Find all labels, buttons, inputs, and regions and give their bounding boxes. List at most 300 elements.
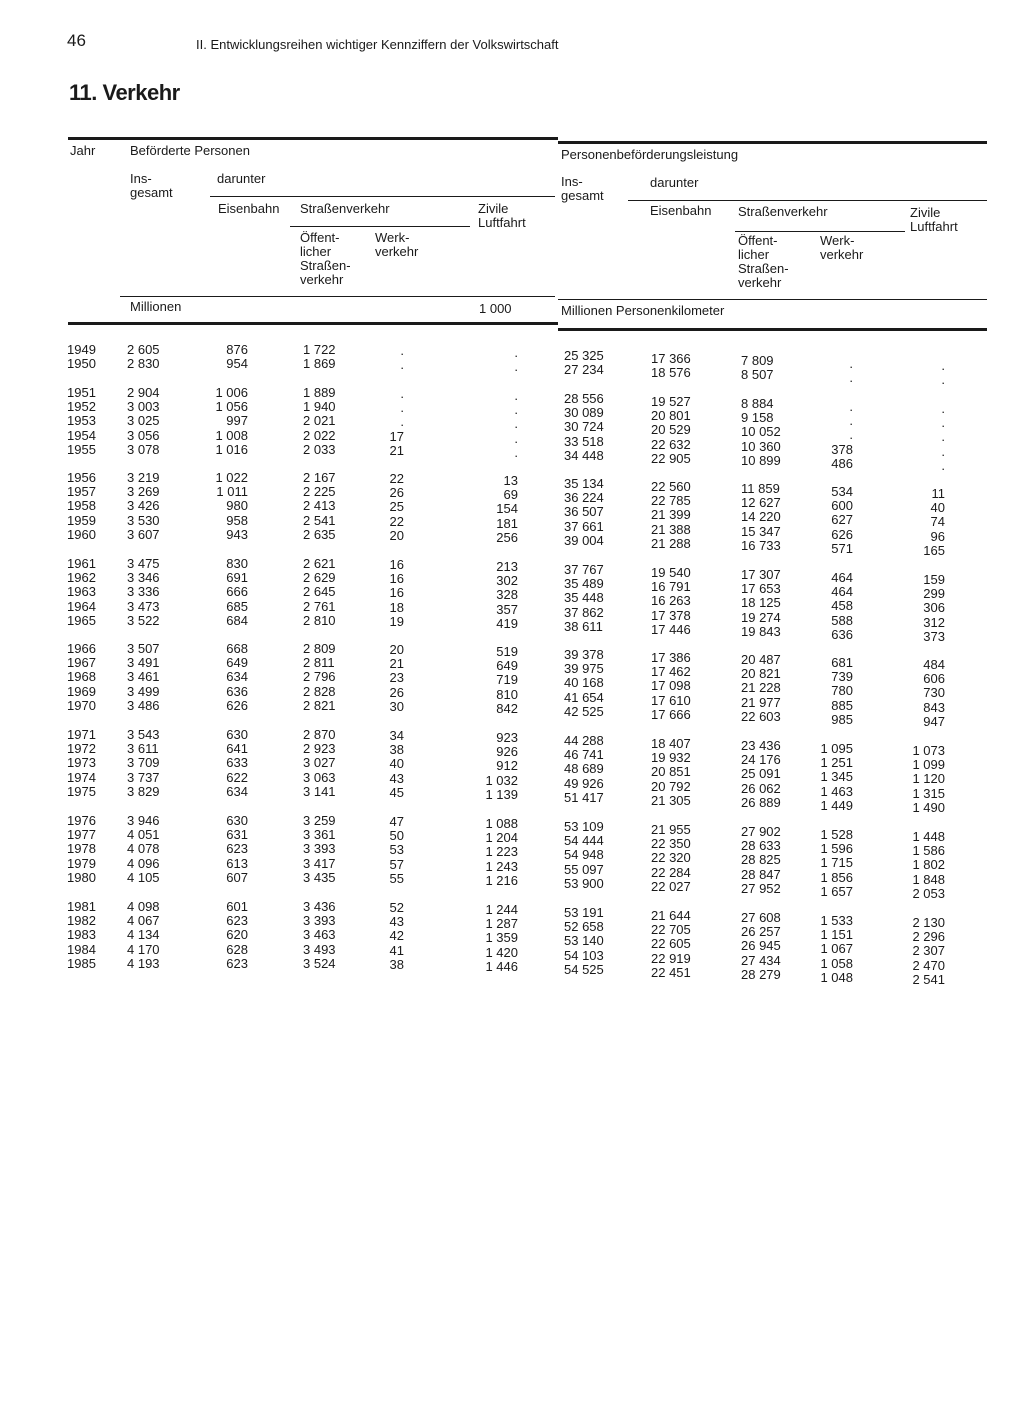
cell-jahr: 1952 xyxy=(67,399,96,415)
cell-jahr: 1984 xyxy=(67,941,96,957)
cell-befoerderte-werkverkehr: 17 xyxy=(389,428,404,444)
cell-befoerderte-oeffentlich: 2 621 xyxy=(303,556,336,571)
cell-befoerderte-insgesamt: 3 426 xyxy=(127,498,160,514)
cell-pkm-werkverkehr: 1 596 xyxy=(820,841,853,857)
cell-pkm-eisenbahn: 21 955 xyxy=(651,822,691,837)
cell-pkm-oeffentlich: 28 633 xyxy=(741,838,781,854)
cell-pkm-luftfahrt: 373 xyxy=(923,628,945,644)
cell-befoerderte-eisenbahn: 622 xyxy=(226,769,248,785)
cell-befoerderte-oeffentlich: 2 033 xyxy=(303,441,336,457)
cell-jahr: 1971 xyxy=(67,727,96,742)
cell-befoerderte-insgesamt: 3 607 xyxy=(127,526,160,542)
col-header-darunter-pkm: darunter xyxy=(650,175,699,190)
cell-befoerderte-insgesamt: 3 829 xyxy=(127,783,160,799)
cell-befoerderte-oeffentlich: 2 635 xyxy=(303,526,336,542)
col-header-zivile-luftfahrt: Zivile Luftfahrt xyxy=(478,201,526,230)
cell-pkm-luftfahrt: 843 xyxy=(923,699,945,715)
cell-befoerderte-luftfahrt: 912 xyxy=(496,758,518,774)
cell-befoerderte-insgesamt: 3 611 xyxy=(127,741,159,757)
cell-jahr: 1949 xyxy=(67,342,96,357)
cell-pkm-insgesamt: 44 288 xyxy=(564,733,604,748)
cell-befoerderte-luftfahrt: 1 223 xyxy=(485,844,518,860)
cell-befoerderte-insgesamt: 4 067 xyxy=(127,913,160,929)
cell-pkm-oeffentlich: 21 977 xyxy=(741,694,781,710)
col-header-strassenverkehr: Straßenverkehr xyxy=(300,201,390,216)
cell-befoerderte-oeffentlich: 1 940 xyxy=(303,399,336,415)
cell-jahr: 1979 xyxy=(67,855,96,871)
cell-befoerderte-insgesamt: 3 025 xyxy=(127,413,160,429)
cell-befoerderte-insgesamt: 3 709 xyxy=(127,755,160,771)
cell-jahr: 1985 xyxy=(67,955,96,971)
cell-befoerderte-eisenbahn: 641 xyxy=(226,741,248,757)
cell-befoerderte-eisenbahn: 876 xyxy=(226,342,248,357)
cell-befoerderte-insgesamt: 4 134 xyxy=(127,927,160,943)
cell-pkm-insgesamt: 25 325 xyxy=(564,348,604,363)
cell-pkm-oeffentlich: 27 434 xyxy=(741,952,781,968)
cell-pkm-eisenbahn: 22 632 xyxy=(651,436,691,452)
cell-befoerderte-oeffentlich: 2 167 xyxy=(303,470,336,485)
page-number: 46 xyxy=(67,31,86,50)
cell-pkm-insgesamt: 30 089 xyxy=(564,405,604,421)
cell-befoerderte-eisenbahn: 1 006 xyxy=(215,385,248,400)
cell-pkm-werkverkehr: 1 533 xyxy=(820,913,853,928)
cell-befoerderte-eisenbahn: 668 xyxy=(226,641,248,656)
cell-befoerderte-oeffentlich: 2 761 xyxy=(303,598,336,614)
cell-befoerderte-eisenbahn: 1 016 xyxy=(215,441,248,457)
cell-pkm-luftfahrt: 947 xyxy=(923,713,945,729)
cell-befoerderte-werkverkehr: 20 xyxy=(389,527,404,543)
cell-befoerderte-insgesamt: 3 336 xyxy=(127,584,160,600)
cell-befoerderte-werkverkehr: 16 xyxy=(389,585,404,601)
cell-pkm-insgesamt: 37 862 xyxy=(564,604,604,620)
cell-pkm-insgesamt: 36 507 xyxy=(564,504,604,520)
cell-pkm-luftfahrt: 1 315 xyxy=(912,785,945,801)
cell-befoerderte-oeffentlich: 2 022 xyxy=(303,427,336,443)
cell-pkm-eisenbahn: 21 399 xyxy=(651,507,691,523)
cell-befoerderte-werkverkehr: 30 xyxy=(389,698,404,714)
cell-pkm-oeffentlich: 28 279 xyxy=(741,966,781,982)
cell-pkm-luftfahrt: 2 307 xyxy=(912,943,945,959)
cell-pkm-eisenbahn: 18 576 xyxy=(651,365,691,381)
cell-pkm-eisenbahn: 16 791 xyxy=(651,579,691,595)
cell-pkm-eisenbahn: 21 305 xyxy=(651,792,691,808)
cell-befoerderte-oeffentlich: 2 645 xyxy=(303,584,336,600)
cell-pkm-eisenbahn: 17 462 xyxy=(651,664,691,680)
cell-befoerderte-insgesamt: 3 269 xyxy=(127,484,160,500)
cell-befoerderte-luftfahrt: 328 xyxy=(496,587,518,603)
cell-pkm-eisenbahn: 17 386 xyxy=(651,650,691,665)
cell-jahr: 1963 xyxy=(67,584,96,600)
cell-pkm-luftfahrt: . xyxy=(941,358,945,373)
cell-pkm-insgesamt: 48 689 xyxy=(564,761,604,777)
cell-pkm-eisenbahn: 20 851 xyxy=(651,764,691,780)
cell-pkm-oeffentlich: 16 733 xyxy=(741,537,781,553)
cell-befoerderte-insgesamt: 4 051 xyxy=(127,827,160,843)
cell-befoerderte-luftfahrt: 842 xyxy=(496,700,518,716)
cell-befoerderte-eisenbahn: 685 xyxy=(226,598,248,614)
cell-befoerderte-oeffentlich: 2 810 xyxy=(303,612,336,628)
cell-jahr: 1983 xyxy=(67,927,96,943)
cell-befoerderte-werkverkehr: . xyxy=(400,343,404,358)
cell-befoerderte-insgesamt: 4 098 xyxy=(127,899,160,914)
cell-pkm-insgesamt: 27 234 xyxy=(564,362,604,378)
cell-befoerderte-luftfahrt: . xyxy=(514,402,518,418)
cell-befoerderte-eisenbahn: 684 xyxy=(226,612,248,628)
cell-jahr: 1970 xyxy=(67,697,96,713)
cell-pkm-eisenbahn: 20 529 xyxy=(651,422,691,438)
cell-befoerderte-eisenbahn: 613 xyxy=(226,855,248,871)
cell-jahr: 1950 xyxy=(67,356,96,372)
cell-pkm-werkverkehr: 458 xyxy=(831,598,853,614)
cell-pkm-luftfahrt: . xyxy=(941,457,945,473)
cell-pkm-insgesamt: 35 448 xyxy=(564,590,604,606)
cell-pkm-luftfahrt: 2 053 xyxy=(912,885,945,901)
cell-pkm-werkverkehr: 486 xyxy=(831,455,853,471)
cell-befoerderte-insgesamt: 3 507 xyxy=(127,641,160,656)
unit-millionen-personenkilometer: Millionen Personenkilometer xyxy=(561,303,725,318)
col-header-werkverkehr-pkm: Werk- verkehr xyxy=(820,233,864,262)
cell-jahr: 1981 xyxy=(67,899,96,914)
cell-pkm-insgesamt: 46 741 xyxy=(564,747,604,763)
cell-pkm-insgesamt: 41 654 xyxy=(564,689,604,705)
cell-pkm-oeffentlich: 26 889 xyxy=(741,794,781,810)
cell-pkm-werkverkehr: 1 463 xyxy=(820,783,853,799)
cell-befoerderte-insgesamt: 3 491 xyxy=(127,655,160,671)
cell-pkm-luftfahrt: 1 586 xyxy=(912,843,945,859)
cell-befoerderte-luftfahrt: 357 xyxy=(496,601,518,617)
cell-befoerderte-eisenbahn: 1 022 xyxy=(215,470,248,485)
cell-befoerderte-luftfahrt: 1 244 xyxy=(485,902,518,917)
cell-befoerderte-insgesamt: 3 530 xyxy=(127,512,160,528)
col-header-jahr: Jahr xyxy=(70,143,96,158)
cell-pkm-insgesamt: 36 224 xyxy=(564,490,604,506)
cell-befoerderte-werkverkehr: 47 xyxy=(389,814,404,829)
cell-pkm-werkverkehr: 985 xyxy=(831,711,853,727)
cell-befoerderte-eisenbahn: 1 008 xyxy=(215,427,248,443)
cell-pkm-eisenbahn: 21 644 xyxy=(651,908,691,923)
cell-befoerderte-luftfahrt: 649 xyxy=(496,658,518,674)
cell-pkm-insgesamt: 38 611 xyxy=(564,618,603,634)
cell-befoerderte-oeffentlich: 3 524 xyxy=(303,955,336,971)
cell-pkm-insgesamt: 40 168 xyxy=(564,675,604,691)
cell-befoerderte-oeffentlich: 3 361 xyxy=(303,827,336,843)
rule-left-sub xyxy=(210,196,555,197)
cell-pkm-eisenbahn: 18 407 xyxy=(651,736,691,751)
cell-befoerderte-luftfahrt: 1 359 xyxy=(485,930,518,946)
cell-befoerderte-eisenbahn: 607 xyxy=(226,869,248,885)
cell-befoerderte-oeffentlich: 2 413 xyxy=(303,498,336,514)
cell-pkm-insgesamt: 28 556 xyxy=(564,391,604,406)
cell-befoerderte-luftfahrt: 923 xyxy=(496,730,518,745)
cell-pkm-luftfahrt: . xyxy=(941,415,945,431)
cell-befoerderte-werkverkehr: 40 xyxy=(389,756,404,772)
cell-befoerderte-werkverkehr: 19 xyxy=(389,613,404,629)
cell-befoerderte-eisenbahn: 666 xyxy=(226,584,248,600)
cell-befoerderte-werkverkehr: 22 xyxy=(389,513,404,529)
cell-pkm-werkverkehr: 1 449 xyxy=(820,797,853,813)
cell-befoerderte-oeffentlich: 2 809 xyxy=(303,641,336,656)
section-title: 11. Verkehr xyxy=(69,80,180,105)
cell-pkm-werkverkehr: 681 xyxy=(831,655,853,670)
cell-befoerderte-werkverkehr: 18 xyxy=(389,599,404,615)
cell-befoerderte-werkverkehr: . xyxy=(400,386,404,401)
rule-unit-left xyxy=(120,296,555,297)
cell-jahr: 1980 xyxy=(67,869,96,885)
cell-pkm-oeffentlich: 18 125 xyxy=(741,595,781,611)
cell-pkm-insgesamt: 52 658 xyxy=(564,919,604,935)
cell-pkm-eisenbahn: 22 919 xyxy=(651,950,691,966)
cell-befoerderte-insgesamt: 3 003 xyxy=(127,399,160,415)
cell-befoerderte-oeffentlich: 3 417 xyxy=(303,855,336,871)
cell-befoerderte-oeffentlich: 2 021 xyxy=(303,413,336,429)
cell-befoerderte-eisenbahn: 691 xyxy=(226,570,248,586)
cell-pkm-werkverkehr: 636 xyxy=(831,626,853,642)
cell-befoerderte-oeffentlich: 1 889 xyxy=(303,385,336,400)
cell-befoerderte-luftfahrt: . xyxy=(514,430,518,446)
cell-pkm-oeffentlich: 26 257 xyxy=(741,924,781,940)
cell-pkm-oeffentlich: 10 899 xyxy=(741,452,781,468)
cell-pkm-insgesamt: 54 103 xyxy=(564,947,604,963)
cell-pkm-luftfahrt: 306 xyxy=(923,600,945,616)
cell-befoerderte-eisenbahn: 980 xyxy=(226,498,248,514)
cell-befoerderte-luftfahrt: 154 xyxy=(496,501,518,517)
cell-pkm-insgesamt: 54 948 xyxy=(564,847,604,863)
cell-pkm-oeffentlich: 17 653 xyxy=(741,581,781,597)
cell-befoerderte-eisenbahn: 628 xyxy=(226,941,248,957)
cell-befoerderte-werkverkehr: 26 xyxy=(389,485,404,501)
cell-pkm-werkverkehr: 739 xyxy=(831,669,853,685)
cell-befoerderte-oeffentlich: 3 436 xyxy=(303,899,336,914)
cell-pkm-oeffentlich: 12 627 xyxy=(741,495,781,511)
cell-befoerderte-werkverkehr: 23 xyxy=(389,670,404,686)
cell-pkm-werkverkehr: 1 095 xyxy=(820,741,853,756)
cell-pkm-luftfahrt: 1 120 xyxy=(912,771,945,787)
cell-jahr: 1960 xyxy=(67,526,96,542)
cell-pkm-luftfahrt: . xyxy=(941,401,945,416)
cell-befoerderte-luftfahrt: . xyxy=(514,359,518,375)
cell-pkm-eisenbahn: 22 605 xyxy=(651,936,691,952)
cell-pkm-eisenbahn: 16 263 xyxy=(651,593,691,609)
cell-befoerderte-eisenbahn: 601 xyxy=(226,899,248,914)
cell-pkm-insgesamt: 39 378 xyxy=(564,647,604,662)
cell-befoerderte-werkverkehr: 50 xyxy=(389,828,404,844)
cell-jahr: 1975 xyxy=(67,783,96,799)
cell-befoerderte-insgesamt: 3 461 xyxy=(127,669,160,685)
cell-befoerderte-luftfahrt: 1 243 xyxy=(485,858,518,874)
cell-pkm-werkverkehr: 1 048 xyxy=(820,969,853,985)
cell-befoerderte-werkverkehr: 52 xyxy=(389,900,404,915)
cell-befoerderte-werkverkehr: 25 xyxy=(389,499,404,515)
cell-befoerderte-oeffentlich: 2 541 xyxy=(303,512,336,528)
cell-befoerderte-oeffentlich: 2 923 xyxy=(303,741,336,757)
cell-befoerderte-oeffentlich: 2 828 xyxy=(303,683,336,699)
cell-jahr: 1957 xyxy=(67,484,96,500)
cell-jahr: 1951 xyxy=(67,385,96,400)
cell-befoerderte-eisenbahn: 958 xyxy=(226,512,248,528)
cell-pkm-werkverkehr: 780 xyxy=(831,683,853,699)
col-header-insgesamt-pkm: Ins- gesamt xyxy=(561,174,604,203)
cell-jahr: 1977 xyxy=(67,827,96,843)
group-header-befoerderte-personen: Beförderte Personen xyxy=(130,143,250,158)
cell-befoerderte-insgesamt: 3 737 xyxy=(127,769,160,785)
col-header-eisenbahn-pkm: Eisenbahn xyxy=(650,203,712,218)
cell-pkm-insgesamt: 51 417 xyxy=(564,789,604,805)
cell-befoerderte-werkverkehr: 26 xyxy=(389,684,404,700)
cell-pkm-luftfahrt: 299 xyxy=(923,586,945,602)
cell-pkm-oeffentlich: 10 360 xyxy=(741,438,781,454)
cell-pkm-luftfahrt: 1 099 xyxy=(912,757,945,773)
cell-befoerderte-insgesamt: 3 219 xyxy=(127,470,160,485)
cell-befoerderte-eisenbahn: 954 xyxy=(226,356,248,372)
cell-jahr: 1956 xyxy=(67,470,96,485)
cell-befoerderte-werkverkehr: 16 xyxy=(389,557,404,572)
cell-pkm-insgesamt: 53 191 xyxy=(564,905,604,920)
cell-pkm-luftfahrt: 2 296 xyxy=(912,929,945,945)
cell-befoerderte-insgesamt: 3 346 xyxy=(127,570,160,586)
cell-pkm-insgesamt: 35 489 xyxy=(564,576,604,592)
cell-jahr: 1972 xyxy=(67,741,96,757)
cell-pkm-eisenbahn: 17 446 xyxy=(651,621,691,637)
cell-pkm-luftfahrt: 1 073 xyxy=(912,743,945,758)
cell-jahr: 1953 xyxy=(67,413,96,429)
cell-jahr: 1973 xyxy=(67,755,96,771)
rule-right-sub xyxy=(628,200,987,201)
header-bottom-rule-left xyxy=(68,322,558,325)
cell-pkm-eisenbahn: 22 785 xyxy=(651,493,691,509)
cell-befoerderte-eisenbahn: 649 xyxy=(226,655,248,671)
cell-befoerderte-insgesamt: 3 486 xyxy=(127,697,160,713)
cell-pkm-eisenbahn: 22 350 xyxy=(651,836,691,852)
cell-jahr: 1982 xyxy=(67,913,96,929)
cell-pkm-insgesamt: 30 724 xyxy=(564,419,604,435)
cell-pkm-insgesamt: 53 109 xyxy=(564,819,604,834)
cell-befoerderte-insgesamt: 4 096 xyxy=(127,855,160,871)
cell-befoerderte-eisenbahn: 630 xyxy=(226,727,248,742)
cell-pkm-werkverkehr: . xyxy=(849,356,853,371)
group-header-personenbefoerderungsleistung: Personenbeförderungsleistung xyxy=(561,147,739,162)
cell-befoerderte-insgesamt: 3 056 xyxy=(127,427,160,443)
cell-pkm-werkverkehr: 627 xyxy=(831,512,853,528)
cell-pkm-oeffentlich: 28 825 xyxy=(741,852,781,868)
cell-pkm-luftfahrt: 165 xyxy=(923,542,945,558)
cell-befoerderte-luftfahrt: . xyxy=(514,345,518,360)
cell-jahr: 1969 xyxy=(67,683,96,699)
cell-pkm-insgesamt: 55 097 xyxy=(564,861,604,877)
cell-befoerderte-eisenbahn: 1 011 xyxy=(216,484,248,500)
cell-pkm-werkverkehr: 600 xyxy=(831,498,853,514)
cell-jahr: 1966 xyxy=(67,641,96,656)
cell-befoerderte-luftfahrt: 719 xyxy=(496,672,518,688)
cell-befoerderte-insgesamt: 3 499 xyxy=(127,683,160,699)
cell-pkm-luftfahrt: 1 448 xyxy=(912,829,945,844)
cell-jahr: 1964 xyxy=(67,598,96,614)
cell-befoerderte-oeffentlich: 2 870 xyxy=(303,727,336,742)
cell-befoerderte-insgesamt: 2 904 xyxy=(127,385,160,400)
cell-pkm-werkverkehr: 1 058 xyxy=(820,955,853,971)
cell-befoerderte-eisenbahn: 626 xyxy=(226,697,248,713)
cell-befoerderte-eisenbahn: 830 xyxy=(226,556,248,571)
cell-befoerderte-oeffentlich: 2 796 xyxy=(303,669,336,685)
cell-pkm-oeffentlich: 23 436 xyxy=(741,738,781,753)
cell-befoerderte-werkverkehr: 45 xyxy=(389,784,404,800)
cell-befoerderte-werkverkehr: 21 xyxy=(389,442,404,458)
cell-befoerderte-luftfahrt: 1 420 xyxy=(485,944,518,960)
cell-befoerderte-oeffentlich: 1 869 xyxy=(303,356,336,372)
cell-befoerderte-insgesamt: 3 078 xyxy=(127,441,160,457)
cell-pkm-luftfahrt: 1 802 xyxy=(912,857,945,873)
cell-pkm-eisenbahn: 22 705 xyxy=(651,922,691,938)
cell-befoerderte-insgesamt: 2 830 xyxy=(127,356,160,372)
cell-pkm-eisenbahn: 22 560 xyxy=(651,479,691,494)
cell-pkm-luftfahrt: 96 xyxy=(930,528,945,544)
cell-pkm-insgesamt: 42 525 xyxy=(564,703,604,719)
cell-befoerderte-werkverkehr: 20 xyxy=(389,642,404,657)
col-header-oeffentlicher-pkm: Öffent- licher Straßen- verkehr xyxy=(738,233,789,290)
cell-pkm-luftfahrt: 730 xyxy=(923,685,945,701)
cell-befoerderte-oeffentlich: 3 063 xyxy=(303,769,336,785)
cell-jahr: 1958 xyxy=(67,498,96,514)
cell-befoerderte-insgesamt: 4 105 xyxy=(127,869,160,885)
cell-pkm-werkverkehr: . xyxy=(849,370,853,386)
cell-befoerderte-eisenbahn: 623 xyxy=(226,913,248,929)
cell-befoerderte-eisenbahn: 631 xyxy=(226,827,248,843)
cell-pkm-eisenbahn: 19 527 xyxy=(651,394,691,409)
cell-befoerderte-werkverkehr: . xyxy=(400,400,404,416)
cell-pkm-insgesamt: 37 767 xyxy=(564,562,604,577)
cell-befoerderte-werkverkehr: 53 xyxy=(389,842,404,858)
cell-pkm-insgesamt: 53 140 xyxy=(564,933,604,949)
unit-1000: 1 000 xyxy=(479,301,512,316)
cell-pkm-oeffentlich: 19 274 xyxy=(741,609,781,625)
cell-jahr: 1978 xyxy=(67,841,96,857)
cell-befoerderte-eisenbahn: 633 xyxy=(226,755,248,771)
cell-pkm-luftfahrt: . xyxy=(941,429,945,445)
cell-pkm-werkverkehr: 378 xyxy=(831,441,853,457)
cell-befoerderte-werkverkehr: 43 xyxy=(389,914,404,930)
cell-pkm-oeffentlich: 22 603 xyxy=(741,708,781,724)
cell-pkm-werkverkehr: 1 856 xyxy=(820,869,853,885)
cell-pkm-werkverkehr: 571 xyxy=(831,540,853,556)
cell-pkm-luftfahrt: 312 xyxy=(923,614,945,630)
cell-pkm-luftfahrt: 2 541 xyxy=(912,971,945,987)
cell-pkm-werkverkehr: 1 715 xyxy=(820,855,853,871)
cell-befoerderte-werkverkehr: 22 xyxy=(389,471,404,486)
cell-befoerderte-luftfahrt: 519 xyxy=(496,644,518,659)
cell-befoerderte-luftfahrt: 926 xyxy=(496,744,518,760)
cell-befoerderte-luftfahrt: . xyxy=(514,388,518,403)
col-header-zivile-luftfahrt-pkm: Zivile Luftfahrt xyxy=(910,205,958,234)
cell-befoerderte-eisenbahn: 997 xyxy=(226,413,248,429)
cell-befoerderte-eisenbahn: 634 xyxy=(226,669,248,685)
cell-pkm-luftfahrt: 484 xyxy=(923,657,945,672)
cell-befoerderte-luftfahrt: 810 xyxy=(496,686,518,702)
cell-befoerderte-werkverkehr: 16 xyxy=(389,571,404,587)
cell-pkm-luftfahrt: 1 490 xyxy=(912,799,945,815)
cell-pkm-luftfahrt: 2 130 xyxy=(912,915,945,930)
cell-pkm-werkverkehr: 588 xyxy=(831,612,853,628)
cell-pkm-eisenbahn: 22 905 xyxy=(651,450,691,466)
cell-befoerderte-oeffentlich: 2 629 xyxy=(303,570,336,586)
cell-pkm-oeffentlich: 9 158 xyxy=(741,410,774,426)
cell-pkm-oeffentlich: 26 062 xyxy=(741,780,781,796)
cell-pkm-eisenbahn: 21 388 xyxy=(651,521,691,537)
cell-befoerderte-oeffentlich: 3 027 xyxy=(303,755,336,771)
cell-befoerderte-oeffentlich: 3 435 xyxy=(303,869,336,885)
cell-pkm-eisenbahn: 22 284 xyxy=(651,864,691,880)
cell-befoerderte-eisenbahn: 636 xyxy=(226,683,248,699)
cell-befoerderte-luftfahrt: 419 xyxy=(496,615,518,631)
cell-pkm-eisenbahn: 17 366 xyxy=(651,351,691,366)
